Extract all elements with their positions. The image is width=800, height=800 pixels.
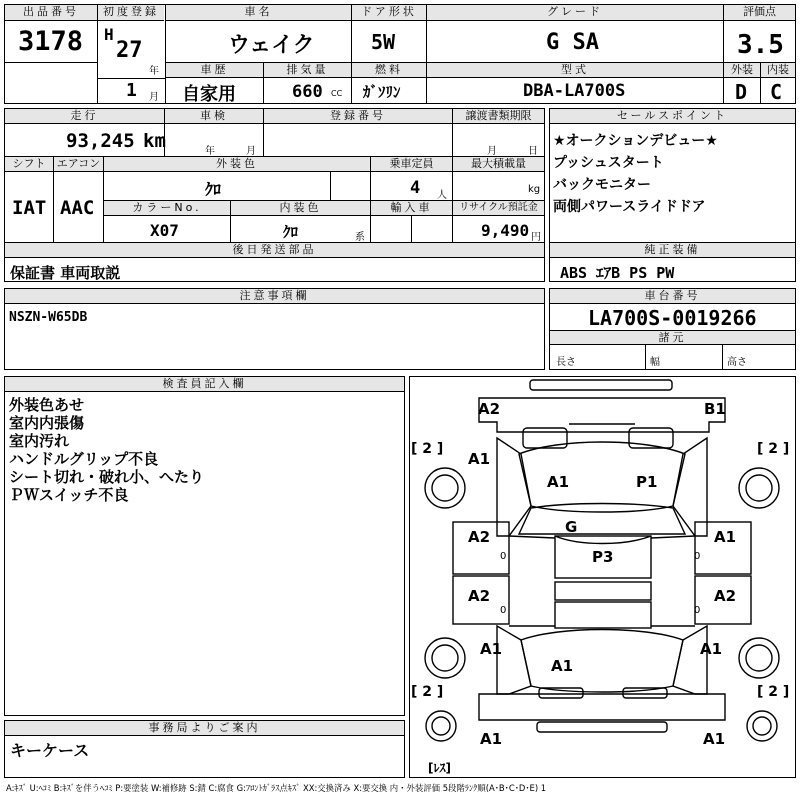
plate-label: 登録番号 <box>264 109 452 124</box>
shift-label: シフト <box>5 157 53 172</box>
damage-mark: P1 <box>636 473 658 491</box>
damage-mark: A1 <box>714 528 737 546</box>
int-color-unit: 系 <box>355 232 365 243</box>
score-label: 評価点 <box>724 5 795 21</box>
displacement: 660 <box>292 82 323 102</box>
later-parts: 保証書 車両取説 <box>10 264 121 282</box>
color-label: 外装色 <box>104 157 370 172</box>
mileage-unit: km <box>143 130 166 152</box>
damage-mark: A2 <box>714 587 737 605</box>
reg-year: 27 <box>116 38 143 63</box>
ac: AAC <box>60 197 95 219</box>
damage-mark: G <box>565 518 578 536</box>
mileage: 93,245 <box>66 130 135 152</box>
displacement-label: 排気量 <box>264 63 351 78</box>
inspector-line: ＰＷスイッチ不良 <box>9 486 129 504</box>
notes: NSZN-W65DB <box>9 310 88 325</box>
inspector-line: 室内汚れ <box>9 432 70 450</box>
damage-mark: P3 <box>592 548 614 566</box>
damage-mark: A2 <box>468 587 491 605</box>
chassis-number: LA700S-0019266 <box>588 306 757 330</box>
office-label: 事務局よりご案内 <box>5 721 404 736</box>
damage-zero: 0 <box>500 605 507 616</box>
inspector-line: シート切れ・破れ小、へたり <box>9 468 205 486</box>
history-label: 車歴 <box>166 63 263 78</box>
color-no-label: カラーNo. <box>104 201 230 216</box>
int-color: ｸﾛ <box>283 223 299 241</box>
tire-rating: [ 2 ] <box>411 441 444 457</box>
reg-month: 1 <box>126 80 137 101</box>
door-type: 5W <box>371 30 396 54</box>
score: 3.5 <box>737 30 784 60</box>
reg-month-unit: 月 <box>149 92 159 103</box>
int-label: 内装 <box>761 63 795 78</box>
ext-label: 外装 <box>724 63 760 78</box>
capacity: 4 <box>410 178 421 198</box>
reg-year-unit: 年 <box>149 66 159 77</box>
tire-rating: [ 2 ] <box>757 441 790 457</box>
damage-mark: A1 <box>703 730 726 748</box>
name-label: 車名 <box>166 5 351 21</box>
sales-point-item: プッシュスタート <box>553 155 664 171</box>
recycle-unit: 円 <box>531 232 541 243</box>
displacement-unit: CC <box>331 89 343 98</box>
lot-label: 出品番号 <box>5 5 97 21</box>
equipment: ABS ｴｱB PS PW <box>560 264 675 282</box>
recycle-label: リサイクル預託金 <box>453 201 544 216</box>
equipment-label: 純正装備 <box>550 243 795 258</box>
spec-length: 長さ <box>556 357 576 368</box>
fuel: ｶﾞｿﾘﾝ <box>363 83 401 101</box>
recycle: 9,490 <box>481 221 530 240</box>
sales-point-item: ★オークションデビュー★ <box>553 133 718 149</box>
car-diagram <box>409 376 796 778</box>
damage-mark: A1 <box>480 730 503 748</box>
inspector-label: 検査員記入欄 <box>5 377 404 392</box>
chassis-label: 車台番号 <box>550 289 795 304</box>
ac-label: エアコン <box>54 157 103 172</box>
inspection-year: 年 <box>205 146 215 157</box>
int-color-label: 内装色 <box>231 201 370 216</box>
sales-point-item: バックモニター <box>553 177 651 193</box>
grade: G SA <box>546 30 599 55</box>
inspector-line: ハンドルグリップ不良 <box>9 450 159 468</box>
damage-mark: A2 <box>478 400 501 418</box>
color-no: X07 <box>150 221 179 240</box>
inspection-label: 車検 <box>165 109 263 124</box>
int-grade: C <box>770 80 783 104</box>
damage-mark: A1 <box>547 473 570 491</box>
damage-mark: A2 <box>468 528 491 546</box>
inspector-line: 外装色あせ <box>9 396 85 414</box>
specs-label: 諸元 <box>550 331 795 345</box>
sales-point-item: 両側パワースライドドア <box>553 199 706 215</box>
office-note: キーケース <box>10 741 90 760</box>
load-label: 最大積載量 <box>453 157 544 172</box>
lot-number: 3178 <box>18 26 84 57</box>
model: DBA-LA700S <box>523 81 626 101</box>
ext-grade: D <box>735 80 748 104</box>
transfer-label: 譲渡書類期限 <box>453 109 544 124</box>
transfer-day: 日 <box>528 146 538 157</box>
load-unit: kg <box>528 184 541 195</box>
spare-tire: [ﾚｽ] <box>428 761 451 775</box>
color: ｸﾛ <box>205 180 222 199</box>
door-label: ドア形状 <box>352 5 426 21</box>
model-label: 型式 <box>427 63 723 78</box>
damage-mark: A1 <box>480 640 503 658</box>
fuel-label: 燃料 <box>352 63 426 78</box>
later-parts-label: 後日発送部品 <box>5 243 544 258</box>
inspector-line: 室内内張傷 <box>9 414 85 432</box>
damage-mark: A1 <box>700 640 723 658</box>
tire-rating: [ 2 ] <box>411 684 444 700</box>
damage-zero: 0 <box>500 551 507 562</box>
transfer-month: 月 <box>487 146 497 157</box>
capacity-label: 乗車定員 <box>371 157 452 172</box>
notes-label: 注意事項欄 <box>5 289 544 304</box>
legend: A:ｷｽﾞ U:ﾍｺﾐ B:ｷｽﾞを伴うﾍｺﾐ P:要塗装 W:補修跡 S:錆 C:腐食 G:ﾌﾛﾝﾄｶﾞﾗｽ点ｷｽﾞ XX:交換済み X:要交換 内・外装評価 5段階ﾗﾝｸ順(A･B･C･D･E) 1 <box>6 783 547 793</box>
damage-mark: A1 <box>551 657 574 675</box>
tire-rating: [ 2 ] <box>757 684 790 700</box>
mileage-label: 走行 <box>5 109 164 124</box>
history: 自家用 <box>182 84 236 105</box>
car-name: ウェイク <box>228 33 315 58</box>
reg-era: H <box>104 25 114 44</box>
damage-zero: 0 <box>694 551 701 562</box>
spec-width: 幅 <box>650 357 660 368</box>
import-label: 輸入車 <box>371 201 452 216</box>
inspection-month: 月 <box>246 146 256 157</box>
shift: IAT <box>12 197 47 219</box>
sales-points-label: セールスポイント <box>550 109 795 124</box>
damage-mark: B1 <box>704 400 726 418</box>
damage-zero: 0 <box>694 605 701 616</box>
spec-height: 高さ <box>727 357 747 368</box>
reg-label: 初度登録 <box>98 5 164 21</box>
capacity-unit: 人 <box>437 190 447 201</box>
grade-label: グレード <box>427 5 723 21</box>
damage-mark: A1 <box>468 450 491 468</box>
